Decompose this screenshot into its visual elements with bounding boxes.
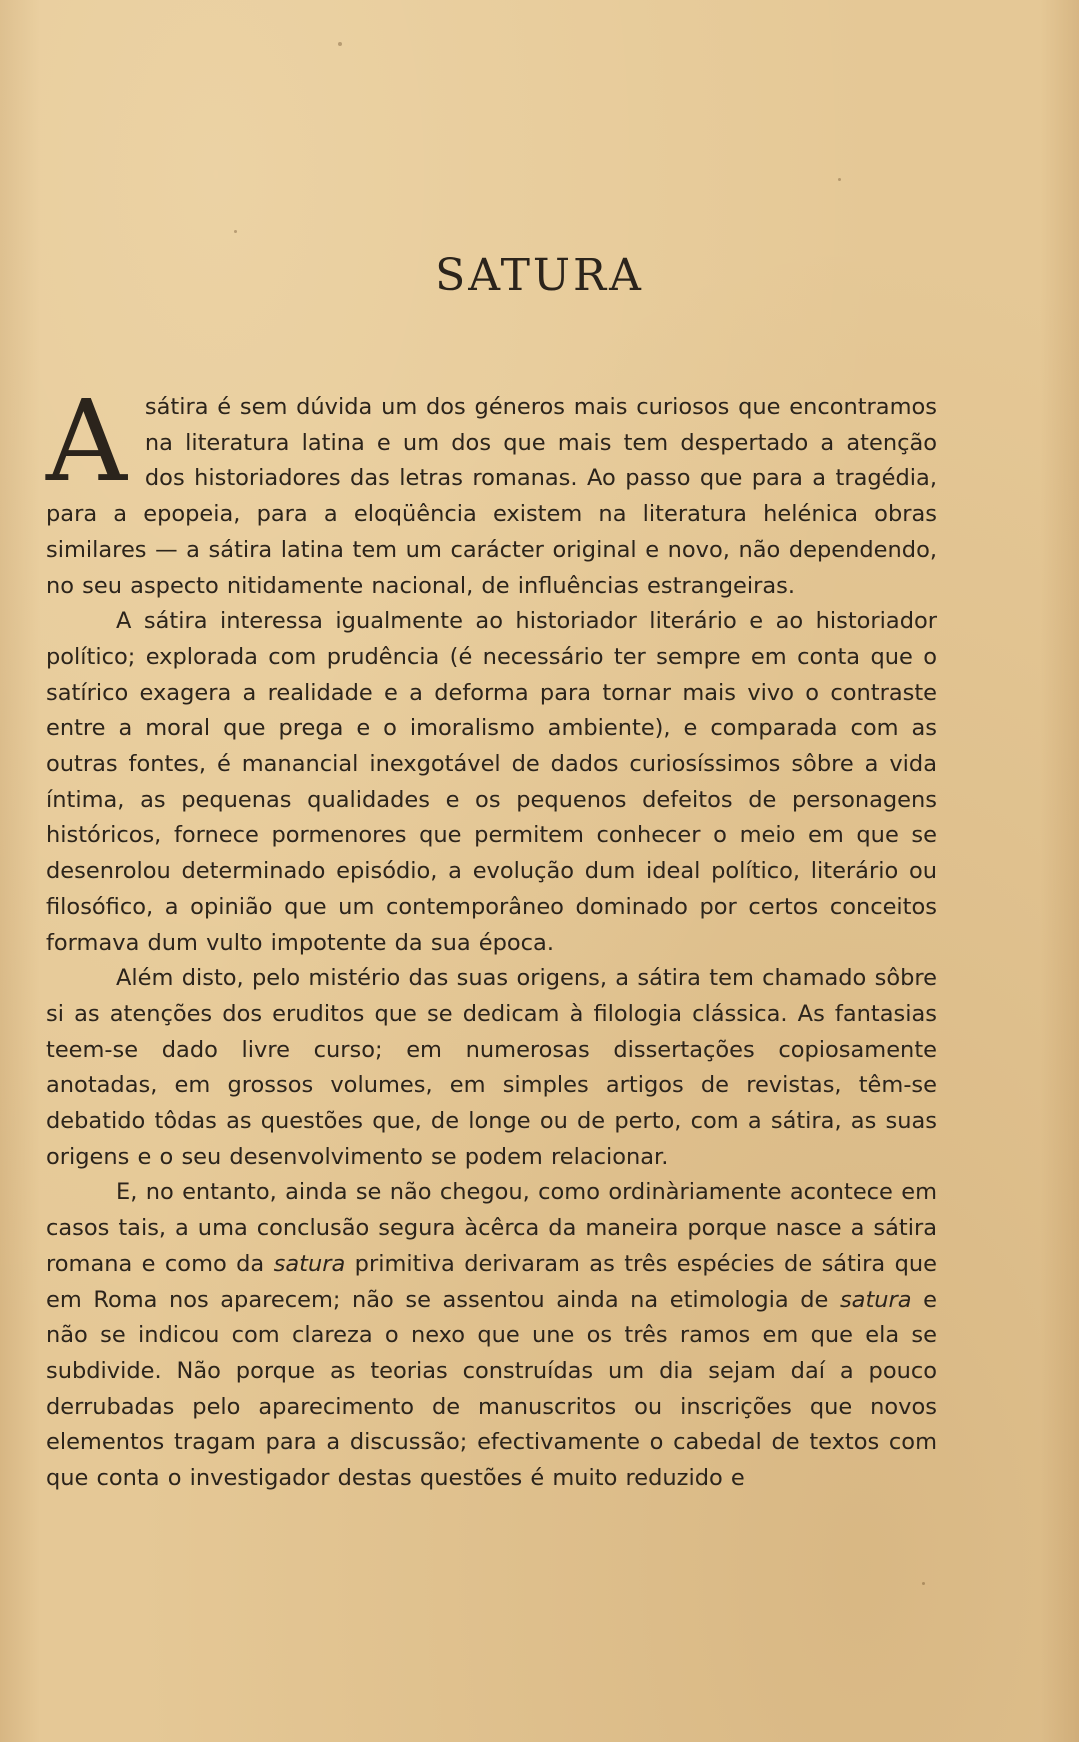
paper-speck (338, 42, 342, 46)
paragraph-1-text: sátira é sem dúvida um dos géneros mais curiosos que encontramos na literatura latina e um dos que mais tem despertado a atenção dos historiadores das letras romanas. Ao passo que para a tragédia, para a epopeia, para a eloqüência existem na literatura helénica obras similares — a sátira latina tem um carácter original e novo, não dependendo, no seu aspecto nitidamente nacional, de influências estrangeiras. (46, 394, 937, 599)
paragraph-4-part-3: e não se indicou com clareza o nexo que une os três ramos em que ela se subdivide. Não porque as teorias construídas um dia sejam daí a pouco derrubadas pelo aparecimento de manuscritos ou inscrições que novos elementos tragam para a discussão; efectivamente o cabedal de textos com que conta o investigador destas questões é muito reduzido e (46, 1286, 937, 1492)
paper-speck (838, 178, 841, 181)
chapter-title: SATURA (435, 250, 644, 301)
paragraph-2: A sátira interessa igualmente ao historiador literário e ao historiador político; explorada com prudência (é necessário ter sempre em conta que o satírico exagera a realidade e a deforma para tornar mais vivo o contraste entre a moral que prega e o imoralismo ambiente), e comparada com as outras fontes, é manancial inexgotável de dados curiosíssimos sôbre a vida íntima, as pequenas qualidades e os pequenos defeitos de personagens históricos, fornece pormenores que permitem conhecer o meio em que se desenrolou determinado episódio, a evolução dum ideal político, literário ou filosófico, a opinião que um contemporâneo dominado por certos conceitos formava dum vulto impotente da sua época. (46, 608, 937, 956)
paragraph-3: Além disto, pelo mistério das suas origens, a sátira tem chamado sôbre si as atenções dos eruditos que se dedicam à filologia clássica. As fantasias teem-se dado livre curso; em numerosas dissertações copiosamente anotadas, em grossos volumes, em simples artigos de revistas, têm-se debatido tôdas as questões que, de longe ou de perto, com a sátira, as suas origens e o seu desenvolvimento se podem relacionar. (46, 965, 937, 1170)
paragraph-1 (46, 377, 937, 604)
paragraph-4-part-2: primitiva derivaram as três espécies de sátira que em Roma nos aparecem; não se assentou ainda na etimologia de (46, 1250, 937, 1313)
italic-term-satura-2: satura (839, 1286, 912, 1313)
drop-cap: A (46, 377, 127, 507)
paper-speck (922, 1582, 925, 1585)
paper-speck (234, 230, 237, 233)
italic-term-satura-1: satura (273, 1250, 346, 1277)
paragraph-4 (46, 1175, 937, 1496)
body-text (46, 377, 937, 1497)
paragraph-4-part-1: E, no entanto, ainda se não chegou, como ordinàriamente acontece em casos tais, a uma conclusão segura àcêrca da maneira porque nasce a sátira romana e como da (46, 1179, 937, 1277)
